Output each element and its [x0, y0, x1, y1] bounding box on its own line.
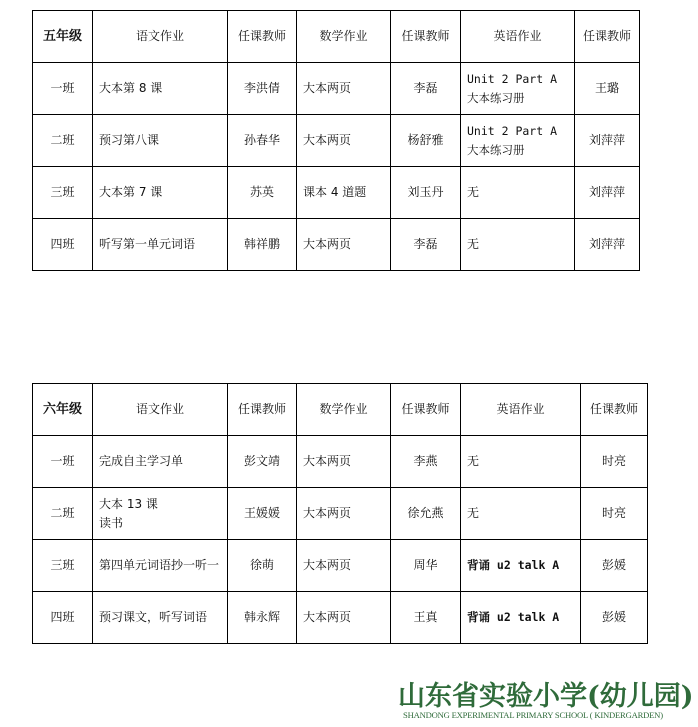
- header-math-teacher: 任课教师: [391, 384, 461, 436]
- english-homework: 无: [461, 436, 581, 488]
- class-name: 三班: [33, 540, 93, 592]
- header-english: 英语作业: [461, 11, 575, 63]
- chinese-teacher: 苏英: [228, 167, 297, 219]
- math-homework: 大本两页: [297, 63, 391, 115]
- english-homework: 无: [461, 219, 575, 271]
- header-math: 数学作业: [297, 384, 391, 436]
- english-teacher: 时亮: [581, 436, 648, 488]
- math-teacher: 杨舒雅: [391, 115, 461, 167]
- math-homework: 大本两页: [297, 592, 391, 644]
- english-homework: 无: [461, 488, 581, 540]
- math-homework: 大本两页: [297, 540, 391, 592]
- grade-label: 五年级: [33, 11, 93, 63]
- math-homework: 课本 4 道题: [297, 167, 391, 219]
- chinese-homework: 大本第 8 课: [93, 63, 228, 115]
- math-teacher: 刘玉丹: [391, 167, 461, 219]
- math-teacher: 李磊: [391, 219, 461, 271]
- class-name: 一班: [33, 436, 93, 488]
- table-row: [33, 436, 648, 488]
- chinese-homework: 听写第一单元词语: [93, 219, 228, 271]
- header-english: 英语作业: [461, 384, 581, 436]
- class-name: 四班: [33, 592, 93, 644]
- english-teacher: 刘萍萍: [575, 167, 640, 219]
- chinese-teacher: 李洪倩: [228, 63, 297, 115]
- chinese-homework: 第四单元词语抄一听一: [93, 540, 228, 592]
- chinese-teacher: 孙春华: [228, 115, 297, 167]
- grade-label: 六年级: [33, 384, 93, 436]
- table-row: [33, 167, 640, 219]
- header-english-teacher: 任课教师: [575, 11, 640, 63]
- math-homework: 大本两页: [297, 115, 391, 167]
- chinese-homework: 预习第八课: [93, 115, 228, 167]
- header-chinese: 语文作业: [93, 11, 228, 63]
- class-name: 一班: [33, 63, 93, 115]
- chinese-teacher: 韩祥鹏: [228, 219, 297, 271]
- header-english-teacher: 任课教师: [581, 384, 648, 436]
- header-chinese-teacher: 任课教师: [228, 11, 297, 63]
- chinese-teacher: 彭文靖: [228, 436, 297, 488]
- header-chinese-teacher: 任课教师: [228, 384, 297, 436]
- header-math: 数学作业: [297, 11, 391, 63]
- table-row: [33, 219, 640, 271]
- english-homework: 背诵 u2 talk A: [461, 540, 581, 592]
- table-header-row: [33, 11, 640, 63]
- math-teacher: 李磊: [391, 63, 461, 115]
- math-homework: 大本两页: [297, 488, 391, 540]
- table-header-row: [33, 384, 648, 436]
- grade5-homework-table: [32, 10, 640, 271]
- chinese-homework: 预习课文，听写词语: [93, 592, 228, 644]
- chinese-homework: 完成自主学习单: [93, 436, 228, 488]
- english-teacher: 王璐: [575, 63, 640, 115]
- table-row: [33, 592, 648, 644]
- english-teacher: 时亮: [581, 488, 648, 540]
- header-math-teacher: 任课教师: [391, 11, 461, 63]
- grade6-homework-table: [32, 383, 648, 644]
- school-name-en: SHANDONG EXPERIMENTAL PRIMARY SCHOOL ( KINDERGARDEN): [403, 710, 663, 720]
- class-name: 三班: [33, 167, 93, 219]
- school-name-cn: 山东省实验小学(幼儿园): [398, 681, 694, 712]
- chinese-homework: 大本 13 课 读书: [93, 488, 228, 540]
- math-homework: 大本两页: [297, 436, 391, 488]
- chinese-teacher: 韩永辉: [228, 592, 297, 644]
- english-homework: Unit 2 Part A 大本练习册: [461, 63, 575, 115]
- table-row: [33, 115, 640, 167]
- english-teacher: 彭媛: [581, 540, 648, 592]
- table-row: [33, 540, 648, 592]
- class-name: 四班: [33, 219, 93, 271]
- school-logo: [398, 674, 694, 724]
- class-name: 二班: [33, 488, 93, 540]
- table-row: [33, 63, 640, 115]
- math-teacher: 周华: [391, 540, 461, 592]
- math-homework: 大本两页: [297, 219, 391, 271]
- header-chinese: 语文作业: [93, 384, 228, 436]
- chinese-teacher: 徐萌: [228, 540, 297, 592]
- math-teacher: 王真: [391, 592, 461, 644]
- english-teacher: 彭媛: [581, 592, 648, 644]
- math-teacher: 徐允燕: [391, 488, 461, 540]
- english-teacher: 刘萍萍: [575, 219, 640, 271]
- english-homework: Unit 2 Part A 大本练习册: [461, 115, 575, 167]
- chinese-teacher: 王媛媛: [228, 488, 297, 540]
- english-homework: 背诵 u2 talk A: [461, 592, 581, 644]
- chinese-homework: 大本第 7 课: [93, 167, 228, 219]
- class-name: 二班: [33, 115, 93, 167]
- english-homework: 无: [461, 167, 575, 219]
- math-teacher: 李燕: [391, 436, 461, 488]
- english-teacher: 刘萍萍: [575, 115, 640, 167]
- table-row: [33, 488, 648, 540]
